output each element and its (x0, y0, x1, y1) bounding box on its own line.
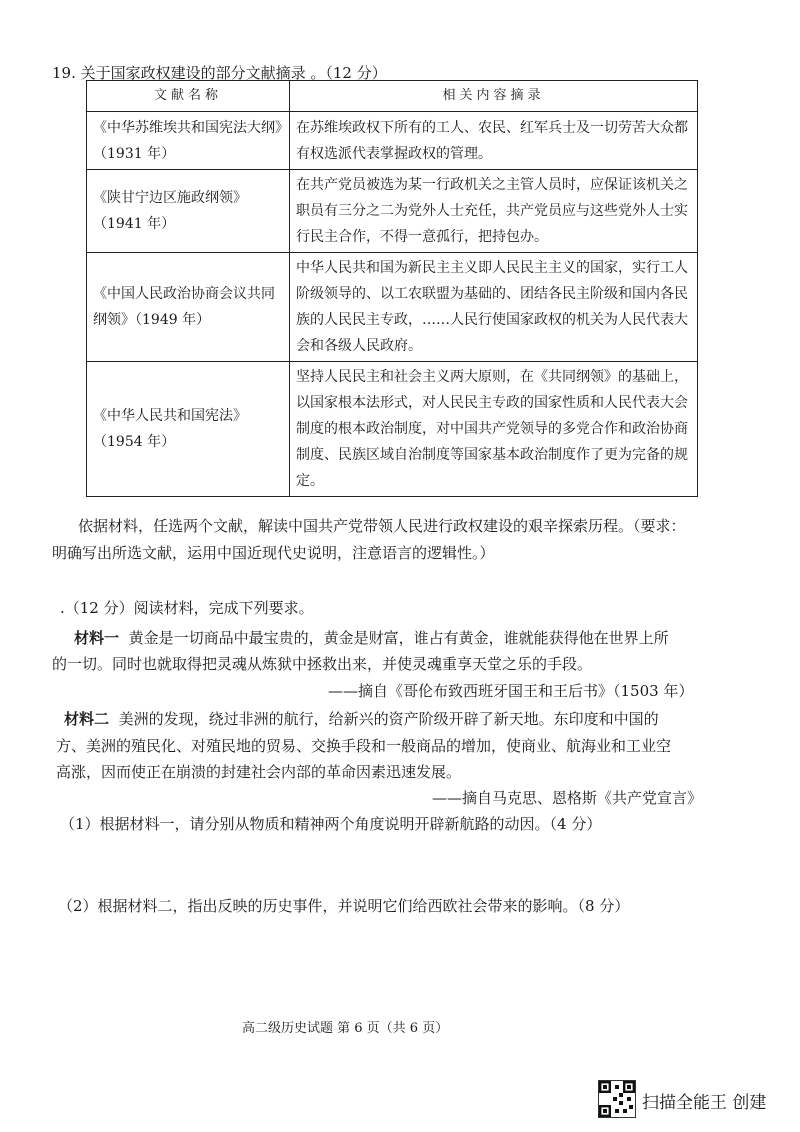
table-row (87, 112, 698, 170)
question-20-heading: .（12 分）阅读材料，完成下列要求。 (60, 599, 314, 617)
material2-line3: 高涨，因而使正在崩溃的封建社会内部的革命因素迅速发展。 (56, 763, 462, 781)
page-footer: 高二级历史试题 第 6 页（共 6 页） (242, 1021, 449, 1036)
material2-label: 材料二 (64, 710, 110, 728)
table-row (87, 170, 698, 253)
header-doc-name: 文献名称 (87, 81, 290, 112)
table-header-row (87, 81, 698, 112)
doc-content-cell: 坚持人民民主和社会主义两大原则，在《共同纲领》的基础上，以国家根本法形式，对人民民主专政的国家性质和人民代表大会制度的根本政治制度，对中国共产党领导的多党合作和政治协商制度、民族区域自治制度等国家基本政治制度作了更为完备的规定。 (290, 362, 698, 497)
doc-name-cell: 《中华人民共和国宪法》（1954 年） (87, 362, 290, 497)
qr-code-icon (598, 1080, 636, 1118)
doc-content-cell: 在苏维埃政权下所有的工人、农民、红军兵士及一切劳苦大众都有权选派代表掌握政权的管理。 (290, 112, 698, 170)
doc-name-cell: 《中国人民政治协商会议共同纲领》（1949 年） (87, 253, 290, 362)
material2-line1 (64, 706, 659, 732)
material1-line2: 的一切。同时也就取得把灵魂从炼狱中拯救出来，并使灵魂重享天堂之乐的手段。 (52, 655, 593, 673)
material2-line2: 方、美洲的殖民化、对殖民地的贸易、交换手段和一般商品的增加，使商业、航海业和工业空 (56, 737, 672, 755)
material1-label: 材料一 (74, 629, 120, 647)
scanner-watermark: 扫描全能王 创建 (642, 1093, 767, 1113)
material1-source: ——摘自《哥伦布致西班牙国王和王后书》（1503 年） (328, 682, 694, 700)
q19-instruction-line1: 依据材料，任选两个文献，解读中国共产党带领人民进行政权建设的艰辛探索历程。（要求： (78, 517, 686, 535)
table-row (87, 362, 698, 497)
doc-content-cell: 中华人民共和国为新民主主义即人民民主主义的国家，实行工人阶级领导的、以工农联盟为基础的、团结各民主阶级和国内各民族的人民民主专政，……人民行使国家政权的机关为人民代表大会和各级人民政府。 (290, 253, 698, 362)
q20-subquestion-2: （2）根据材料二，指出反映的历史事件，并说明它们给西欧社会带来的影响。（8 分） (58, 897, 630, 915)
q20-subquestion-1: （1）根据材料一，请分别从物质和精神两个角度说明开辟新航路的动因。（4 分） (60, 815, 602, 833)
header-excerpt: 相关内容摘录 (290, 81, 698, 112)
table-row (87, 253, 698, 362)
material1-line1 (74, 625, 669, 651)
material2-text: 美洲的发现，绕过非洲的航行，给新兴的资产阶级开辟了新天地。东印度和中国的 (118, 710, 659, 728)
q19-instruction-line2: 明确写出所选文献，运用中国近现代史说明，注意语言的逻辑性。） (52, 544, 495, 562)
doc-name-cell: 《中华苏维埃共和国宪法大纲》（1931 年） (87, 112, 290, 170)
doc-name-cell: 《陕甘宁边区施政纲领》（1941 年） (87, 170, 290, 253)
question-19-heading: 19. 关于国家政权建设的部分文献摘录 。（12 分） (52, 64, 387, 82)
material2-source: ——摘自马克思、恩格斯《共产党宣言》 (432, 789, 703, 807)
documents-table (86, 80, 698, 497)
material1-text: 黄金是一切商品中最宝贵的，黄金是财富，谁占有黄金，谁就能获得他在世界上所 (128, 629, 669, 647)
doc-content-cell: 在共产党员被选为某一行政机关之主管人员时，应保证该机关之职员有三分之二为党外人士充任，共产党员应与这些党外人士实行民主合作，不得一意孤行，把持包办。 (290, 170, 698, 253)
